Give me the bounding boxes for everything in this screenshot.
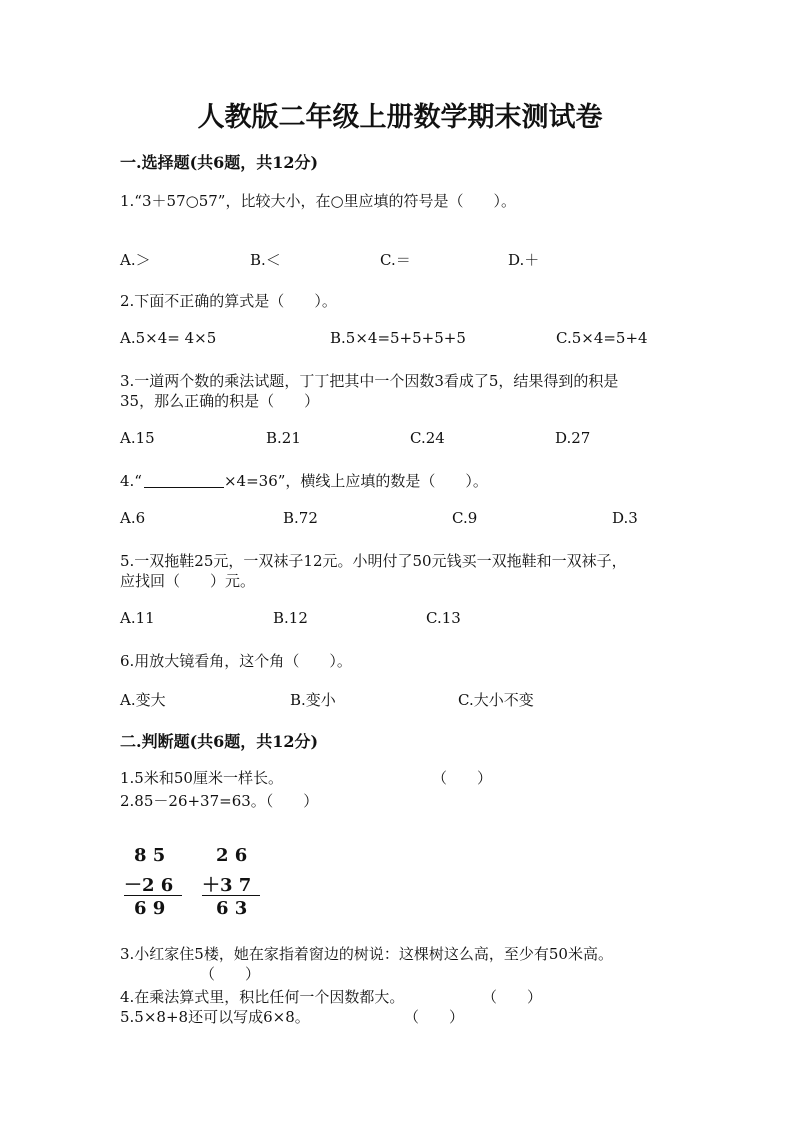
- option-1c[interactable]: C.＝: [380, 251, 411, 269]
- judgement-3-paren[interactable]: （ ）: [200, 965, 261, 983]
- option-3a[interactable]: A.15: [120, 429, 155, 447]
- calc-top-number: 8 5: [134, 845, 166, 866]
- question-5-line1: 5.一双拖鞋25元，一双袜子12元。小明付了50元钱买一双拖鞋和一双袜子，: [120, 552, 627, 570]
- option-5a[interactable]: A.11: [120, 609, 155, 627]
- option-4d[interactable]: D.3: [612, 509, 638, 527]
- option-5b[interactable]: B.12: [273, 609, 308, 627]
- option-3d[interactable]: D.27: [555, 429, 591, 447]
- calc-rule: [202, 895, 260, 896]
- calc-result: 6 3: [216, 898, 248, 919]
- option-1d[interactable]: D.＋: [508, 251, 540, 269]
- calc-top-number: 2 6: [216, 845, 248, 866]
- calc-rule: [124, 895, 182, 896]
- vertical-calc-addition: [202, 845, 262, 920]
- judgement-5-paren[interactable]: （ ）: [404, 1008, 465, 1026]
- section-heading-choice: 一.选择题(共6题，共12分): [120, 153, 319, 172]
- option-5c[interactable]: C.13: [426, 609, 461, 627]
- question-2: 2.下面不正确的算式是（ ）。: [120, 292, 337, 310]
- judgement-5: 5.5×8+8还可以写成6×8。: [120, 1008, 310, 1026]
- answer-blank[interactable]: [144, 487, 224, 488]
- judgement-2: 2.85－26+37=63。（ ）: [120, 792, 319, 810]
- option-2c[interactable]: C.5×4=5+4: [556, 329, 648, 347]
- section-heading-judgement: 二.判断题(共6题，共12分): [120, 732, 319, 751]
- question-4-pre: 4.“: [120, 472, 142, 490]
- option-6a[interactable]: A.变大: [120, 691, 166, 709]
- option-1a[interactable]: A.＞: [120, 251, 151, 269]
- question-1: 1.“3＋57○57”，比较大小，在○里应填的符号是（ ）。: [120, 192, 517, 210]
- option-2b[interactable]: B.5×4=5+5+5+5: [330, 329, 466, 347]
- question-5-line2: 应找回（ ）元。: [120, 572, 256, 590]
- question-6: 6.用放大镜看角，这个角（ ）。: [120, 652, 352, 670]
- option-6c[interactable]: C.大小不变: [458, 691, 534, 709]
- calc-result: 6 9: [134, 898, 166, 919]
- calc-operator-row: ＋3 7: [202, 875, 252, 896]
- question-4-post: ×4=36”，横线上应填的数是（ ）。: [223, 472, 488, 490]
- option-4a[interactable]: A.6: [120, 509, 146, 527]
- judgement-3: 3.小红家住5楼，她在家指着窗边的树说：这棵树这么高，至少有50米高。: [120, 945, 613, 963]
- vertical-calc-subtraction: [124, 845, 184, 920]
- option-3c[interactable]: C.24: [410, 429, 445, 447]
- option-4b[interactable]: B.72: [283, 509, 318, 527]
- question-4: [120, 470, 488, 491]
- judgement-1-paren[interactable]: （ ）: [432, 769, 493, 787]
- question-3-line1: 3.一道两个数的乘法试题，丁丁把其中一个因数3看成了5，结果得到的积是: [120, 372, 619, 390]
- option-3b[interactable]: B.21: [266, 429, 301, 447]
- judgement-1: 1.5米和50厘米一样长。: [120, 769, 283, 787]
- judgement-4: 4.在乘法算式里，积比任何一个因数都大。: [120, 988, 405, 1006]
- page-title: 人教版二年级上册数学期末测试卷: [197, 102, 603, 133]
- option-4c[interactable]: C.9: [452, 509, 478, 527]
- calc-operator-row: －2 6: [124, 875, 174, 896]
- question-3-line2: 35，那么正确的积是（ ）: [120, 392, 320, 410]
- option-6b[interactable]: B.变小: [290, 691, 336, 709]
- option-2a[interactable]: A.5×4= 4×5: [120, 329, 217, 347]
- option-1b[interactable]: B.＜: [250, 251, 281, 269]
- judgement-4-paren[interactable]: （ ）: [482, 988, 543, 1006]
